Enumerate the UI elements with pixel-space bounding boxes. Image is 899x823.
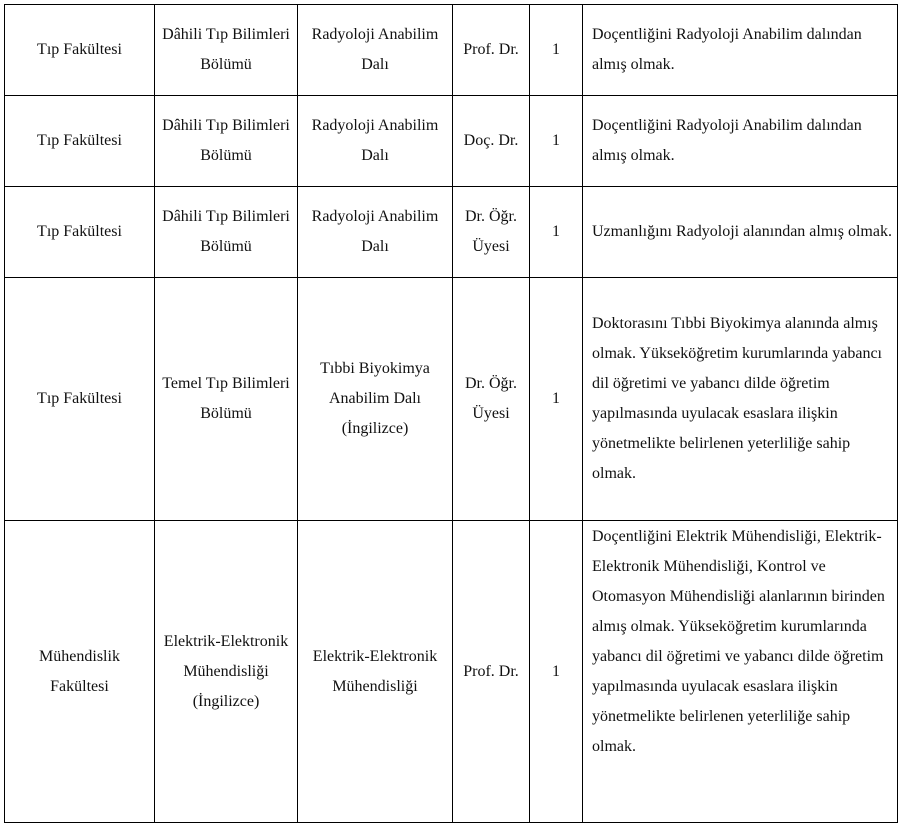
department-cell: Temel Tıp Bilimleri Bölümü [155, 278, 298, 521]
division-cell: Radyoloji Anabilim Dalı [298, 5, 453, 96]
title-cell: Doç. Dr. [453, 96, 530, 187]
count-cell: 1 [530, 521, 583, 823]
department-cell: Elektrik-Elektronik Mühendisliği (İngilizce) [155, 521, 298, 823]
count-cell: 1 [530, 96, 583, 187]
faculty-cell: Mühendislik Fakültesi [5, 521, 155, 823]
division-cell: Radyoloji Anabilim Dalı [298, 96, 453, 187]
department-cell: Dâhili Tıp Bilimleri Bölümü [155, 5, 298, 96]
count-cell: 1 [530, 5, 583, 96]
division-cell: Tıbbi Biyokimya Anabilim Dalı (İngilizce) [298, 278, 453, 521]
requirement-cell: Doçentliğini Radyoloji Anabilim dalından almış olmak. [583, 96, 898, 187]
requirement-cell: Doçentliğini Elektrik Mühendisliği, Elektrik-Elektronik Mühendisliği, Kontrol ve Otomasyon Mühendisliği alanlarının birinden almış olmak. Yükseköğretim kurumlarında yabancı dil öğretimi ve yabancı dilde öğretim yapılmasında uyulacak esaslara ilişkin yönetmelikte belirlenen yeterliliğe sahip olmak. [583, 521, 898, 823]
faculty-cell: Tıp Fakültesi [5, 5, 155, 96]
title-cell: Prof. Dr. [453, 521, 530, 823]
requirement-cell: Doktorasını Tıbbi Biyokimya alanında almış olmak. Yükseköğretim kurumlarında yabancı dil öğretimi ve yabancı dilde öğretim yapılmasında uyulacak esaslara ilişkin yönetmelikte belirlenen yeterliliğe sahip olmak. [583, 278, 898, 521]
title-cell: Dr. Öğr. Üyesi [453, 187, 530, 278]
table-row [5, 5, 898, 96]
faculty-cell: Tıp Fakültesi [5, 187, 155, 278]
title-cell: Prof. Dr. [453, 5, 530, 96]
count-cell: 1 [530, 187, 583, 278]
division-cell: Radyoloji Anabilim Dalı [298, 187, 453, 278]
requirement-cell: Uzmanlığını Radyoloji alanından almış olmak. [583, 187, 898, 278]
count-cell: 1 [530, 278, 583, 521]
title-cell: Dr. Öğr. Üyesi [453, 278, 530, 521]
table-row [5, 521, 898, 823]
table-row [5, 278, 898, 521]
requirement-cell: Doçentliğini Radyoloji Anabilim dalından almış olmak. [583, 5, 898, 96]
department-cell: Dâhili Tıp Bilimleri Bölümü [155, 187, 298, 278]
department-cell: Dâhili Tıp Bilimleri Bölümü [155, 96, 298, 187]
division-cell: Elektrik-Elektronik Mühendisliği [298, 521, 453, 823]
faculty-cell: Tıp Fakültesi [5, 278, 155, 521]
faculty-cell: Tıp Fakültesi [5, 96, 155, 187]
table-row [5, 187, 898, 278]
table-row [5, 96, 898, 187]
positions-table [4, 4, 898, 823]
